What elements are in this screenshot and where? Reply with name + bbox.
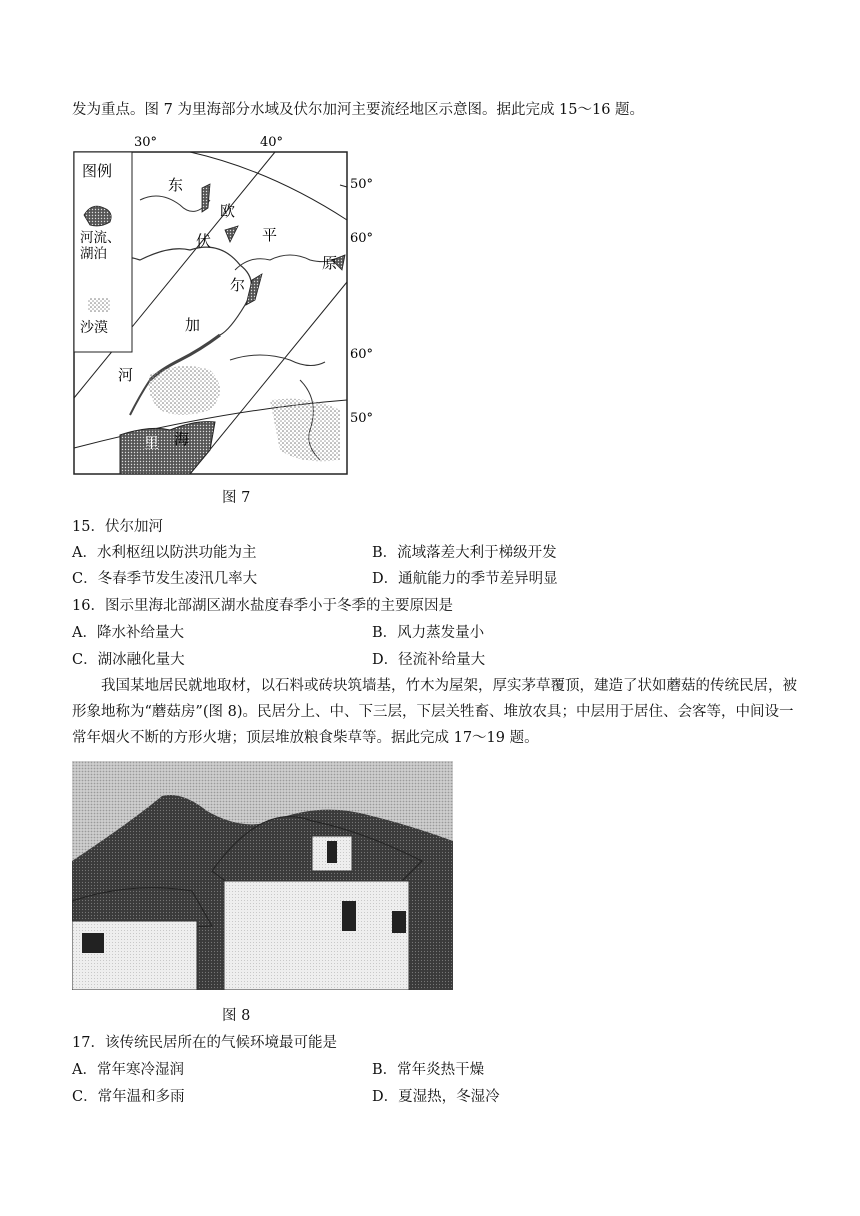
label-er: 尔 — [230, 276, 246, 294]
lon-label-60-bottom: 60° — [350, 347, 374, 362]
lon-label-40: 40° — [260, 135, 284, 150]
lon-label-30: 30° — [134, 135, 158, 150]
q17-option-d: D．夏湿热，冬湿冷 — [372, 1089, 500, 1105]
label-he: 河 — [118, 366, 134, 384]
q15-option-d: D．通航能力的季节差异明显 — [372, 571, 558, 587]
desert-legend-icon — [88, 298, 110, 312]
legend-river: 河流、 — [80, 230, 121, 246]
q15-option-a: A．水利枢纽以防洪功能为主 — [72, 545, 257, 561]
volga-caspian-map — [70, 130, 390, 475]
q16-option-a: A．降水补给量大 — [72, 625, 184, 641]
q15-option-c: C．冬春季节发生凌汛几率大 — [72, 571, 258, 587]
q17-option-c: C．常年温和多雨 — [72, 1089, 185, 1105]
lat-label-50-top: 50° — [350, 177, 374, 192]
label-fu: 伏 — [196, 232, 212, 250]
q16-option-b: B．风力蒸发量小 — [372, 625, 485, 641]
label-ping: 平 — [262, 226, 278, 244]
label-yuan: 原 — [322, 254, 338, 272]
mushroom-house-photo — [72, 761, 453, 990]
figure-8-caption: 图 8 — [222, 1008, 251, 1024]
mushroom-house-passage: 我国某地居民就地取材，以石料或砖块筑墙基，竹木为屋架，厚实茅草覆顶，建造了状如蘑菇的传统民居，被形象地称为“蘑菇房”(图 8)。民居分上、中、下三层，下层关牲畜、堆放农具；中层用于居住、会客等，中间设一常年烟火不断的方形火塘；顶层堆放粮食柴草等。据此完成 17～19 题。 — [72, 678, 797, 746]
q16-option-d: D．径流补给量大 — [372, 652, 486, 668]
legend-lake: 湖泊 — [80, 246, 107, 262]
q17-option-b: B．常年炎热干燥 — [372, 1062, 485, 1078]
q17-option-a: A．常年寒冷湿润 — [72, 1062, 184, 1078]
lon-label-60-top: 60° — [350, 231, 374, 246]
q16-option-c: C．湖冰融化量大 — [72, 652, 185, 668]
label-hai: 海 — [174, 430, 190, 448]
intro-text: 发为重点。图 7 为里海部分水域及伏尔加河主要流经地区示意图。据此完成 15～16 题。 — [72, 102, 645, 118]
figure-7-caption: 图 7 — [222, 490, 251, 506]
legend-desert: 沙漠 — [80, 320, 108, 336]
q15-option-b: B．流域落差大利于梯级开发 — [372, 545, 557, 561]
legend-title: 图例 — [82, 162, 113, 180]
label-dong: 东 — [168, 176, 184, 194]
lat-label-50-bottom: 50° — [350, 411, 374, 426]
label-li: 里 — [144, 434, 160, 452]
q15-stem: 15．伏尔加河 — [72, 519, 163, 535]
q16-stem: 16．图示里海北部湖区湖水盐度春季小于冬季的主要原因是 — [72, 598, 453, 614]
q17-stem: 17．该传统民居所在的气候环境最可能是 — [72, 1035, 337, 1051]
label-jia: 加 — [185, 316, 201, 334]
label-ou: 欧 — [220, 202, 236, 220]
